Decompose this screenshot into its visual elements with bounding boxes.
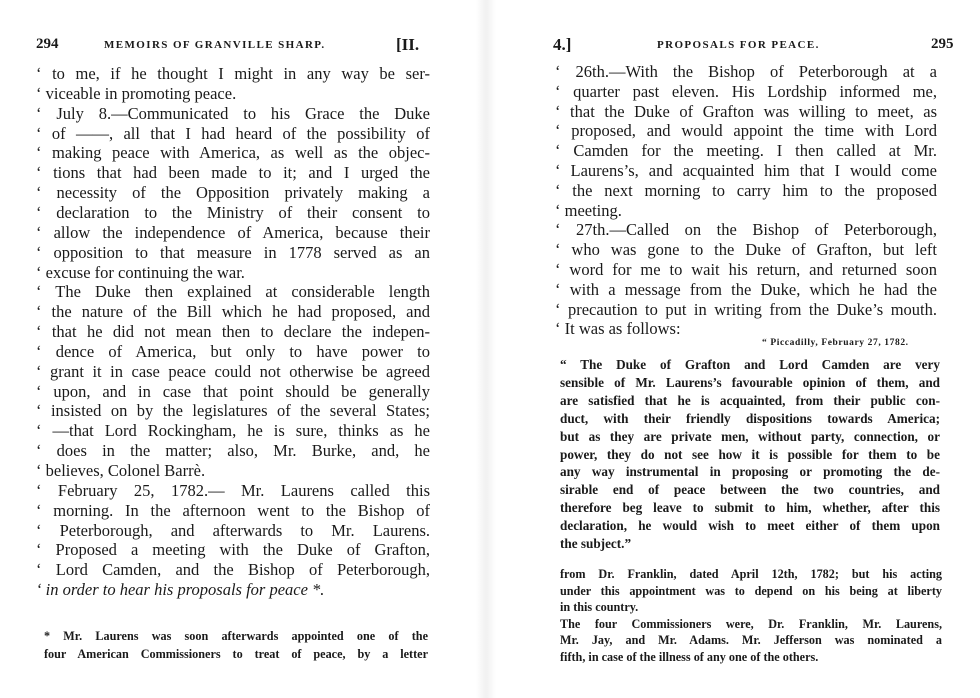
text-line: ‘ morning. In the afternoon went to the Bishop of xyxy=(36,500,430,520)
text-line: ‘ 27th.—Called on the Bishop of Peterborough, xyxy=(555,220,937,240)
text-line: ‘ that the Duke of Grafton was willing to meet, as xyxy=(555,101,937,121)
text-line: ‘ precaution to put in writing from the Duke’s mouth. xyxy=(555,299,937,319)
footnote-line: under this appointment was to depend on his being at liberty xyxy=(560,583,942,598)
left-page xyxy=(0,0,470,698)
text-line: ‘ grant it in case peace could not otherwise be agreed xyxy=(36,361,430,381)
text-line: ‘ Lord Camden, and the Bishop of Peterborough, xyxy=(36,560,430,580)
text-line: ‘ tions that had been made to it; and I urged the xyxy=(36,163,430,183)
text-line: ‘ that he did not mean then to declare the indepen- xyxy=(36,322,430,342)
letter-line: sensible of Mr. Laurens’s favourable opinion of them, and xyxy=(560,374,940,390)
footnote-line: four American Commissioners to treat of peace, by a letter xyxy=(44,646,428,661)
text-line: ‘ —that Lord Rockingham, he is sure, thinks as he xyxy=(36,421,430,441)
text-line: ‘ allow the independence of America, because their xyxy=(36,222,430,242)
text-line: ‘ excuse for continuing the war. xyxy=(36,262,245,282)
footnote-line: from Dr. Franklin, dated April 12th, 1782; but his acting xyxy=(560,567,942,581)
letter-line: sirable end of peace between the two countries, and xyxy=(560,482,940,498)
letter-line: declaration, he would wish to meet either of them upon xyxy=(560,518,940,534)
text-line: ‘ upon, and in case that point should be generally xyxy=(36,381,430,401)
text-line: ‘ February 25, 1782.— Mr. Laurens called this xyxy=(36,480,430,500)
text-line: ‘ believes, Colonel Barrè. xyxy=(36,461,206,480)
right-signature-mark: 4.] xyxy=(553,35,572,54)
text-line: ‘ quarter past eleven. His Lordship informed me, xyxy=(555,81,937,101)
text-line: ‘ does in the matter; also, Mr. Burke, and, he xyxy=(36,441,430,461)
text-line: ‘ viceable in promoting peace. xyxy=(36,83,237,103)
letter-line: the subject.” xyxy=(560,536,632,551)
footnote-line: * Mr. Laurens was soon afterwards appointed one of the xyxy=(44,629,428,643)
letter-line: power, they do not see how it is possible for them to be xyxy=(560,446,940,462)
right-page xyxy=(500,0,980,698)
text-line: ‘ with a message from the Duke, which he had the xyxy=(555,279,937,299)
text-line: ‘ dence of America, but only to have power to xyxy=(36,341,430,361)
letter-line: therefore beg leave to submit to him, whether, after this xyxy=(560,500,940,516)
text-line: ‘ Peterborough, and afterwards to Mr. Laurens. xyxy=(36,520,430,540)
text-line: ‘ opposition to that measure in 1778 served as an xyxy=(36,242,430,262)
text-line: ‘ Laurens’s, and acquainted him that I would come xyxy=(555,161,937,180)
footnote-line: fifth, in case of the illness of any one of the others. xyxy=(560,650,819,664)
right-running-title: PROPOSALS FOR PEACE. xyxy=(657,39,820,51)
text-line: ‘ 26th.—With the Bishop of Peterborough at a xyxy=(555,62,937,81)
right-running-head xyxy=(553,36,963,56)
text-line: ‘ Proposed a meeting with the Duke of Grafton, xyxy=(36,540,430,560)
letter-line: any way instrumental in proposing or promoting the de- xyxy=(560,464,940,480)
text-line: ‘ It was as follows: xyxy=(555,319,681,339)
text-line: ‘ The Duke then explained at considerable length xyxy=(36,282,430,302)
text-line: ‘ making peace with America, as well as the objec- xyxy=(36,143,430,163)
text-line: ‘ the next morning to carry him to the proposed xyxy=(555,180,937,200)
text-line: ‘ word for me to wait his return, and returned soon xyxy=(555,260,937,279)
text-line: ‘ declaration to the Ministry of their consent to xyxy=(36,202,430,222)
left-running-head xyxy=(36,36,430,56)
text-line: ‘ in order to hear his proposals for peace *. xyxy=(36,580,325,600)
left-page-number: 294 xyxy=(36,36,59,52)
left-signature-mark: [II. xyxy=(396,35,420,54)
text-line: ‘ proposed, and would appoint the time with Lord xyxy=(555,121,937,141)
right-page-number: 295 xyxy=(931,36,954,52)
text-line: ‘ insisted on by the legislatures of the several States; xyxy=(36,401,430,421)
letter-line: but as they are private men, without party, connection, or xyxy=(560,428,940,444)
text-line: ‘ meeting. xyxy=(555,200,622,220)
text-line: ‘ of ——, all that I had heard of the possibility of xyxy=(36,123,430,143)
text-line: ‘ who was gone to the Duke of Grafton, but left xyxy=(555,240,937,260)
letter-line: are satisfied that he is acquainted, from their public con- xyxy=(560,392,940,408)
footnote-line: The four Commissioners were, Dr. Franklin, Mr. Laurens, xyxy=(560,616,942,631)
text-line: ‘ the nature of the Bill which he had proposed, and xyxy=(36,302,430,322)
letter-line: “ The Duke of Grafton and Lord Camden are very xyxy=(560,357,940,372)
text-line: ‘ to me, if he thought I might in any way be ser- xyxy=(36,64,430,83)
footnote-line: Mr. Jay, and Mr. Adams. Mr. Jefferson was nominated a xyxy=(560,633,942,648)
text-line: ‘ Camden for the meeting. I then called at Mr. xyxy=(555,141,937,161)
footnote-line: in this country. xyxy=(560,600,639,615)
letter-line: duct, with their friendly dispositions towards America; xyxy=(560,410,940,426)
left-running-title: MEMOIRS OF GRANVILLE SHARP. xyxy=(104,39,326,51)
book-gutter xyxy=(476,0,496,698)
text-line: ‘ necessity of the Opposition privately making a xyxy=(36,183,430,203)
text-line: ‘ July 8.—Communicated to his Grace the Duke xyxy=(36,103,430,123)
letter-dateline: “ Piccadilly, February 27, 1782. xyxy=(762,338,909,348)
